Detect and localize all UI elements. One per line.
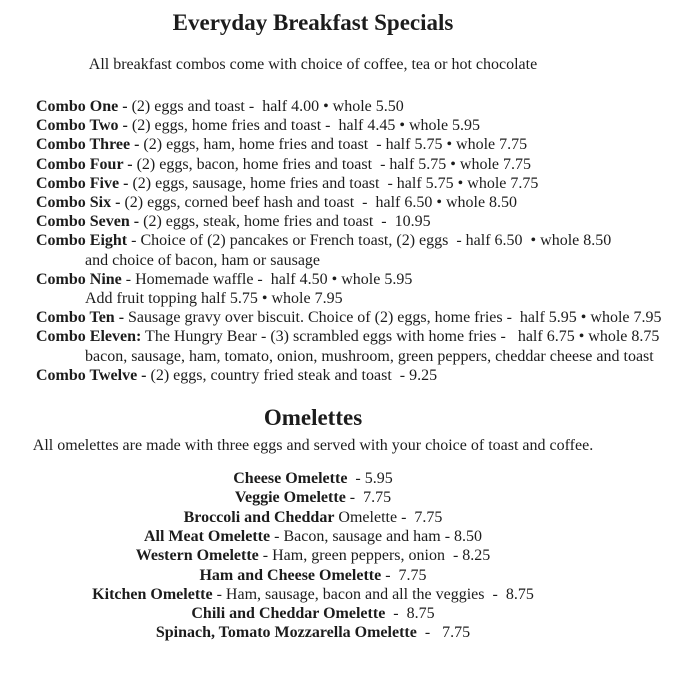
cheese-omelette-name: Cheese Omelette: [233, 470, 348, 488]
chili-cheddar-omelette-price: - 8.75: [385, 605, 435, 623]
breakfast-title: Everyday Breakfast Specials: [172, 10, 454, 35]
combo-nine-continuation: Add fruit topping half 5.75 • whole 7.95: [85, 290, 343, 308]
veggie-omelette-price: - 7.75: [345, 489, 392, 507]
breakfast-subtitle: All breakfast combos come with choice of coffee, tea or hot chocolate: [88, 56, 538, 73]
all-meat-omelette-item: [0, 527, 626, 546]
spinach-tomato-mozzarella-omelette-name: Spinach, Tomato Mozzarella Omelette: [155, 624, 417, 642]
combo-list: [0, 97, 700, 385]
combo-nine-desc: - Homemade waffle - half 4.50 • whole 5.95: [121, 270, 413, 288]
combo-six-item: [0, 193, 700, 212]
combo-five-name: Combo Five -: [36, 174, 129, 192]
chili-cheddar-omelette-item: [0, 604, 626, 623]
cheese-omelette-price: - 5.95: [347, 470, 393, 488]
omelette-list: [0, 469, 700, 643]
omelettes-subtitle: All omelettes are made with three eggs and served with your choice of toast and coffee.: [32, 437, 594, 455]
combo-eleven-desc: The Hungry Bear - (3) scrambled eggs with home fries - half 6.75 • whole 8.75: [141, 328, 660, 346]
combo-six-desc: (2) eggs, corned beef hash and toast - half 6.50 • whole 8.50: [120, 194, 518, 212]
combo-eight-item: [0, 231, 700, 250]
chili-cheddar-omelette-name: Chili and Cheddar Omelette: [191, 605, 386, 623]
combo-three-desc: (2) eggs, ham, home fries and toast - half 5.75 • whole 7.75: [139, 136, 528, 154]
combo-nine-item: [0, 270, 700, 289]
ham-cheese-omelette-price: - 7.75: [381, 566, 427, 584]
combo-eight-continuation: and choice of bacon, ham or sausage: [85, 251, 321, 269]
combo-two-desc: (2) eggs, home fries and toast - half 4.45 • whole 5.95: [127, 117, 481, 135]
omelettes-title: Omelettes: [263, 405, 363, 431]
combo-one-name: Combo One -: [36, 98, 128, 115]
combo-twelve-desc: (2) eggs, country fried steak and toast - 9.25: [146, 366, 438, 384]
combo-twelve-name: Combo Twelve -: [36, 366, 147, 384]
broccoli-cheddar-omelette-name: Broccoli and Cheddar: [183, 508, 335, 526]
combo-three-item: [0, 135, 700, 154]
spinach-tomato-mozzarella-omelette-price: - 7.75: [416, 624, 471, 642]
combo-eight-name: Combo Eight: [36, 232, 128, 250]
combo-ten-item: [0, 308, 700, 327]
combo-four-item: [0, 155, 700, 174]
broccoli-cheddar-omelette-price: Omelette - 7.75: [334, 508, 443, 526]
combo-seven-name: Combo Seven -: [36, 213, 140, 231]
combo-seven-desc: (2) eggs, steak, home fries and toast - 10.95: [139, 213, 431, 231]
combo-seven-item: [0, 212, 700, 231]
veggie-omelette-item: [0, 488, 626, 507]
combo-one-desc: (2) eggs and toast - half 4.00 • whole 5.50: [127, 98, 404, 115]
combo-two-name: Combo Two -: [36, 117, 128, 135]
combo-five-item: [0, 174, 700, 193]
combo-six-name: Combo Six -: [36, 194, 121, 212]
combo-twelve-item: [0, 366, 700, 385]
combo-eleven-item: [0, 327, 700, 346]
combo-eleven-name: Combo Eleven:: [36, 328, 142, 346]
combo-eight-desc: - Choice of (2) pancakes or French toast, (2) eggs - half 6.50 • whole 8.50: [127, 232, 612, 250]
kitchen-omelette-item: [0, 585, 626, 604]
combo-ten-name: Combo Ten -: [36, 309, 125, 327]
broccoli-cheddar-omelette-item: [0, 508, 626, 527]
combo-four-name: Combo Four -: [36, 155, 133, 173]
all-meat-omelette-desc: - Bacon, sausage and ham - 8.50: [270, 527, 483, 545]
western-omelette-name: Western Omelette: [135, 547, 259, 565]
ham-cheese-omelette-name: Ham and Cheese Omelette: [199, 566, 382, 584]
veggie-omelette-name: Veggie Omelette: [234, 489, 346, 507]
spinach-tomato-mozzarella-omelette-item: [0, 623, 626, 642]
combo-five-desc: (2) eggs, sausage, home fries and toast - half 5.75 • whole 7.75: [128, 174, 539, 192]
combo-three-name: Combo Three -: [36, 136, 140, 154]
cheese-omelette-item: [0, 469, 626, 488]
western-omelette-desc: - Ham, green peppers, onion - 8.25: [258, 547, 491, 565]
combo-nine-name: Combo Nine: [36, 270, 122, 288]
all-meat-omelette-name: All Meat Omelette: [143, 527, 271, 545]
kitchen-omelette-name: Kitchen Omelette: [92, 585, 213, 603]
combo-eleven-continuation: bacon, sausage, ham, tomato, onion, mushroom, green peppers, cheddar cheese and toast: [85, 347, 654, 365]
ham-cheese-omelette-item: [0, 566, 626, 585]
combo-four-desc: (2) eggs, bacon, home fries and toast - half 5.75 • whole 7.75: [132, 155, 531, 173]
western-omelette-item: [0, 546, 626, 565]
combo-one-item: [0, 97, 700, 116]
combo-two-item: [0, 116, 700, 135]
combo-ten-desc: Sausage gravy over biscuit. Choice of (2) eggs, home fries - half 5.95 • whole 7.95: [124, 309, 662, 327]
kitchen-omelette-desc: - Ham, sausage, bacon and all the veggies - 8.75: [212, 585, 534, 603]
